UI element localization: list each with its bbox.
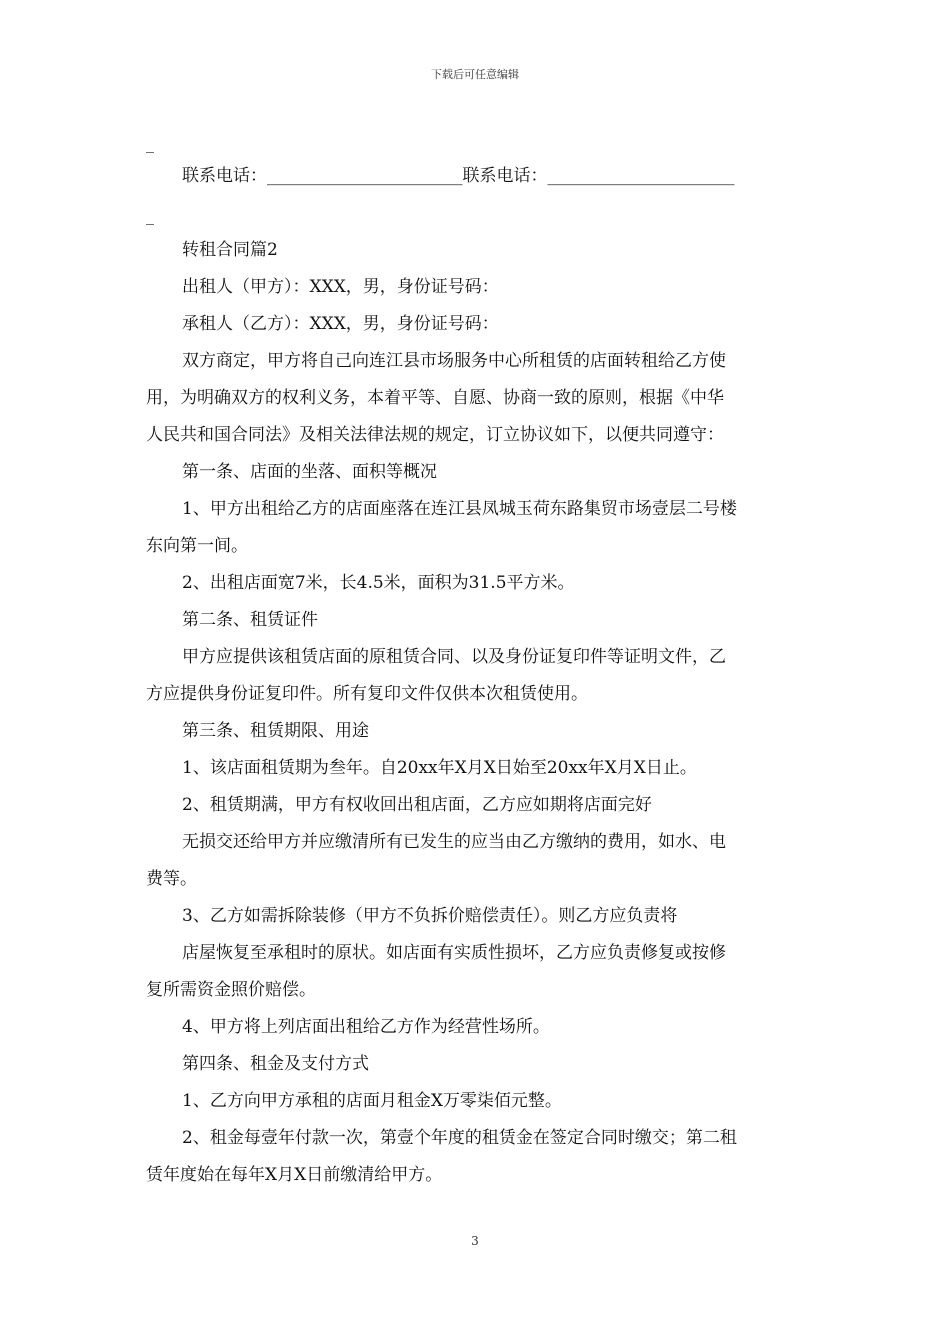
paragraph-line: 1、该店面租赁期为叁年。自20xx年X月X日始至20xx年X月X日止。 [182,758,697,778]
paragraph-line: 1、乙方向甲方承租的店面月租金X万零柒佰元整。 [182,1091,562,1111]
section-title: 转租合同篇2 [182,240,278,260]
dash-mark: _ [146,134,154,153]
paragraph-line: 费等。 [146,869,197,889]
page-header: 下载后可任意编辑 [431,68,519,81]
paragraph-line: 赁年度始在每年X月X日前缴清给甲方。 [146,1165,443,1185]
paragraph-line: 甲方应提供该租赁店面的原租赁合同、以及身份证复印件等证明文件，乙 [182,647,726,667]
article-heading: 第四条、租金及支付方式 [182,1054,369,1074]
page-number: 3 [471,1234,479,1248]
paragraph-line: 出租人（甲方）：XXX，男，身份证号码： [182,277,499,297]
article-heading: 第三条、租赁期限、用途 [182,721,369,741]
paragraph-line: 2、租赁期满，甲方有权收回出租店面，乙方应如期将店面完好 [182,795,652,815]
paragraph-line: 承租人（乙方）：XXX，男，身份证号码： [182,314,499,334]
article-heading: 第二条、租赁证件 [182,610,318,630]
dash-mark: _ [146,206,154,225]
paragraph-line: 方应提供身份证复印件。所有复印文件仅供本次租赁使用。 [146,684,588,704]
paragraph-line: 东向第一间。 [146,536,248,556]
paragraph-line: 4、甲方将上列店面出租给乙方作为经营性场所。 [182,1017,550,1037]
paragraph-line: 复所需资金照价赔偿。 [146,980,316,1000]
paragraph-line: 3、乙方如需拆除装修（甲方不负拆价赔偿责任）。则乙方应负责将 [182,906,678,926]
paragraph-line: 1、甲方出租给乙方的店面座落在连江县凤城玉荷东路集贸市场壹层二号楼 [182,499,737,519]
paragraph-line: 双方商定，甲方将自己向连江县市场服务中心所租赁的店面转租给乙方使 [182,351,726,371]
paragraph-line: 无损交还给甲方并应缴清所有已发生的应当由乙方缴纳的费用，如水、电 [182,832,726,852]
article-heading: 第一条、店面的坐落、面积等概况 [182,462,437,482]
paragraph-line: 2、出租店面宽7米，长4.5米，面积为31.5平方米。 [182,573,575,593]
paragraph-line: 2、租金每壹年付款一次，第壹个年度的租赁金在签定合同时缴交；第二租 [182,1128,737,1148]
paragraph-line: 用，为明确双方的权利义务，本着平等、自愿、协商一致的原则，根据《中华 [146,388,724,408]
paragraph-line: 人民共和国合同法》及相关法律法规的规定，订立协议如下，以便共同遵守： [146,425,724,445]
contact-phone-line: 联系电话：_______________________联系电话：______________________ [182,166,735,186]
paragraph-line: 店屋恢复至承租时的原状。如店面有实质性损坏，乙方应负责修复或按修 [182,943,726,963]
